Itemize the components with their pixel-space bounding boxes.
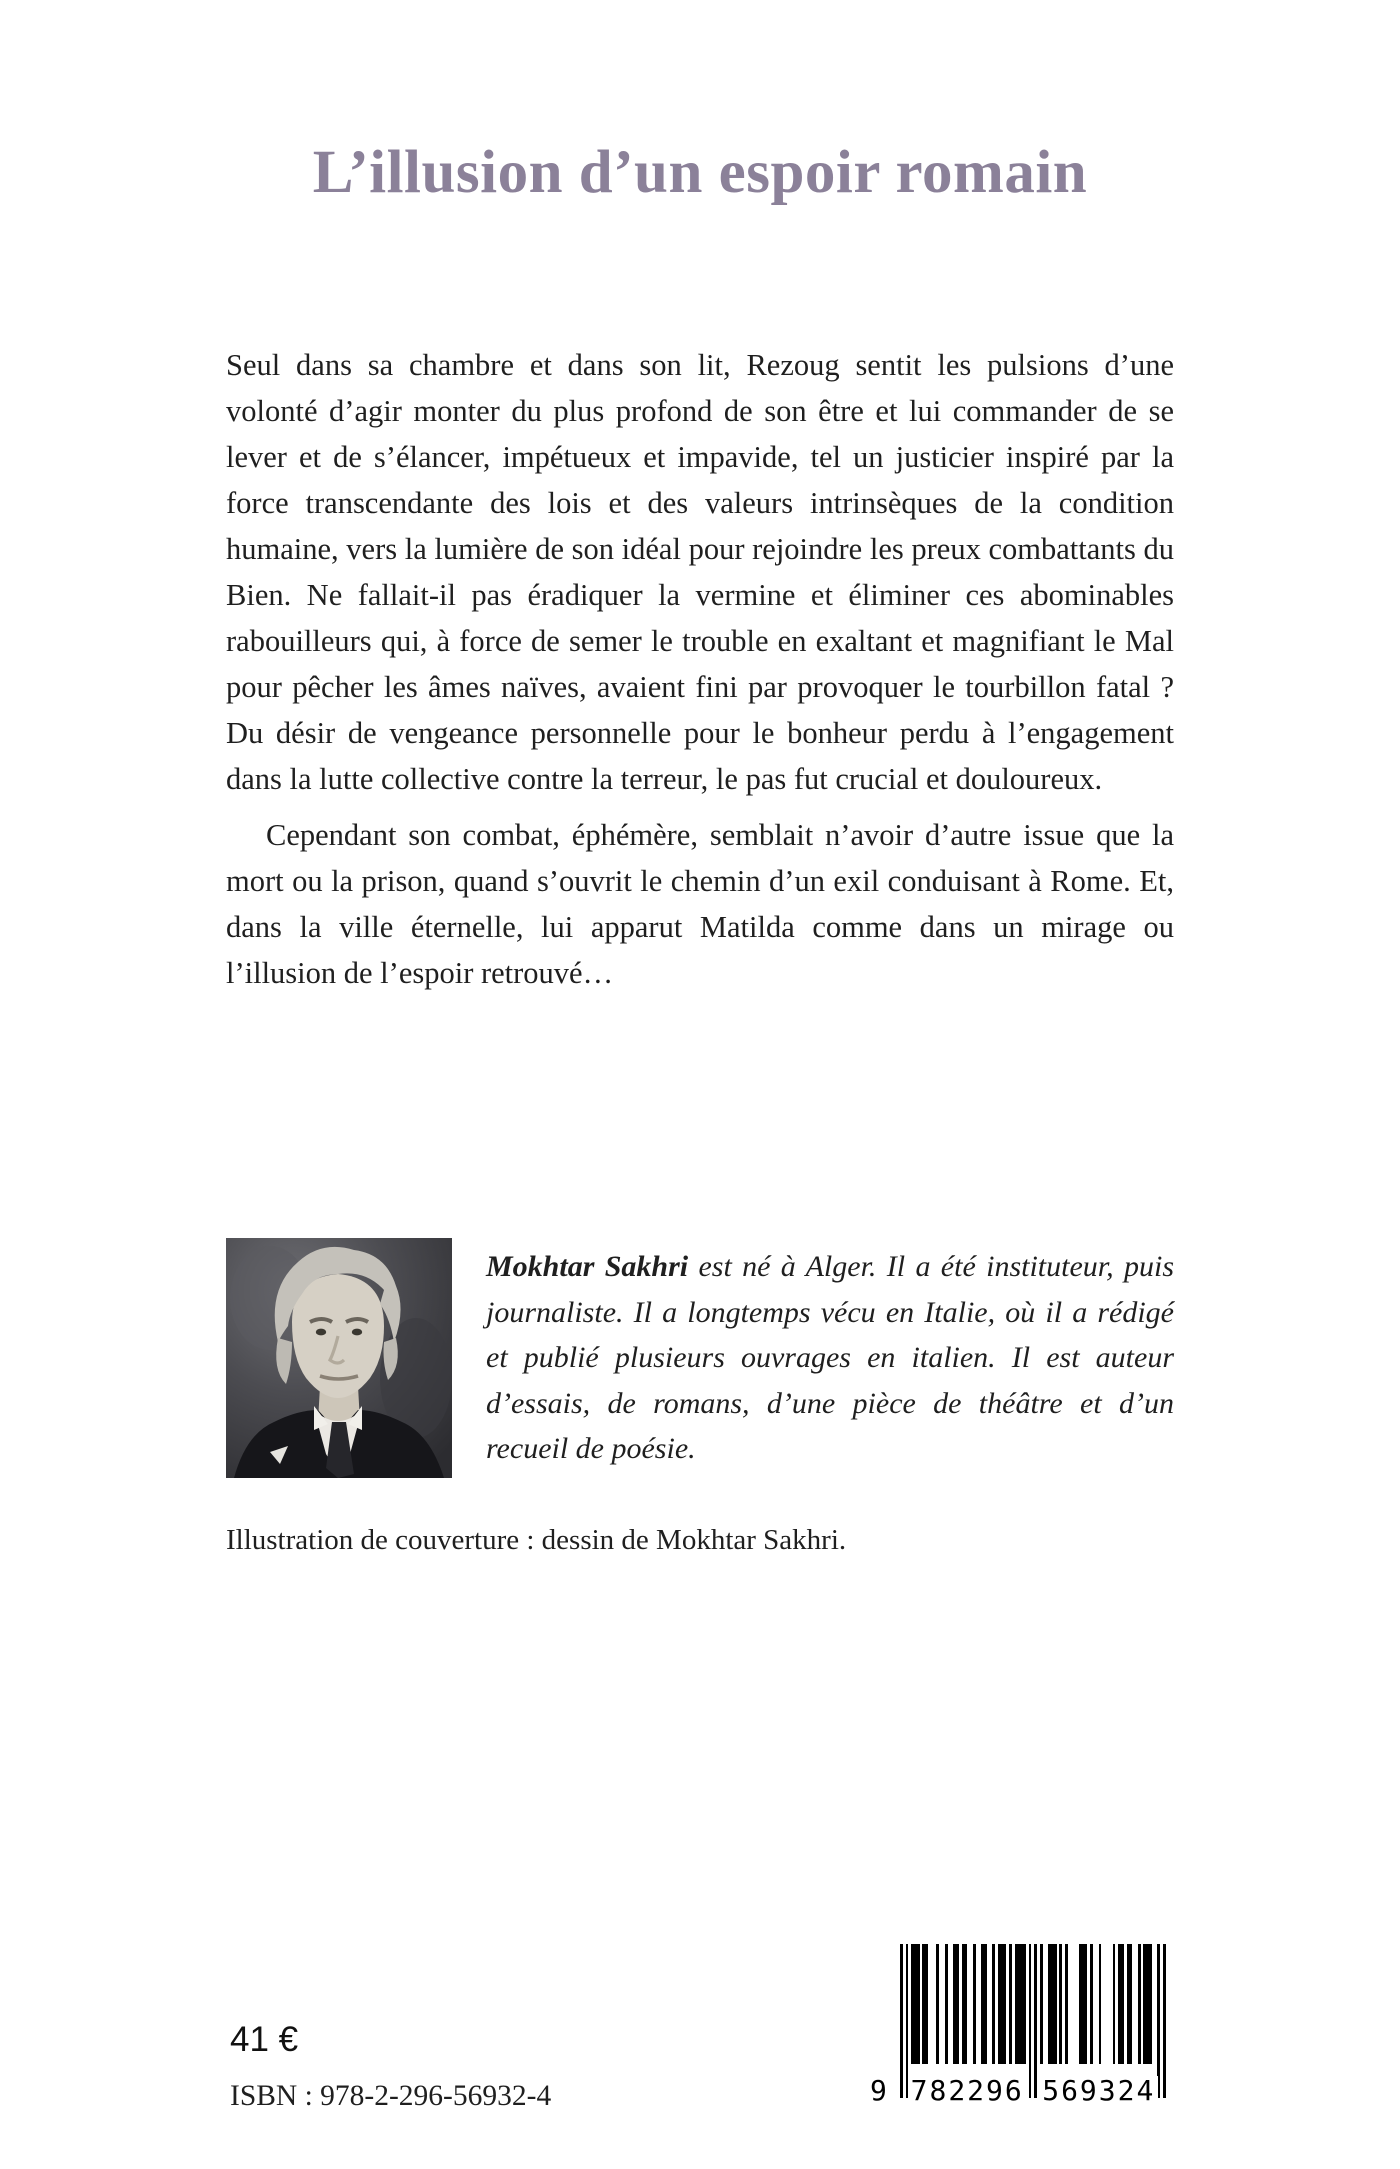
- barcode: [870, 1944, 1166, 2108]
- author-section: [226, 1238, 1174, 1478]
- synopsis-paragraph-2: Cependant son combat, éphémère, semblait n’avoir d’autre issue que la mort ou la prison, quand s’ouvrit le chemin d’un exil conduisant à Rome. Et, dans la ville éternelle, lui apparut Matilda comme dans un mirage ou l’illusion de l’espoir retrouvé…: [226, 818, 1174, 990]
- author-photo: [226, 1238, 452, 1478]
- synopsis-paragraph-1: Seul dans sa chambre et dans son lit, Rezoug sentit les pulsions d’une volonté d’agir monter du plus profond de son être et lui commander de se lever et de s’élancer, impétueux et impavide, tel un justicier inspiré par la force transcendante des lois et des valeurs intrinsèques de la condition humaine, vers la lumière de son idéal pour rejoindre les preux combattants du Bien. Ne fallait-il pas éradiquer la vermine et éliminer ces abominables rabouilleurs qui, à force de semer le trouble en exaltant et magnifiant le Mal pour pêcher les âmes naïves, avaient fini par provoquer le tourbillon fatal ? Du désir de vengeance personnelle pour le bonheur perdu à l’engagement dans la lutte collective contre la terreur, le pas fut crucial et douloureux.: [226, 348, 1174, 796]
- barcode-digits-group2: 569324: [1040, 2076, 1158, 2106]
- price: 41 €: [230, 2020, 299, 2059]
- synopsis: [226, 342, 1174, 996]
- author-name: Mokhtar Sakhri: [486, 1250, 689, 1283]
- barcode-digits-group1: 782296: [908, 2076, 1026, 2106]
- page-title: L’illusion d’un espoir romain: [312, 139, 1088, 206]
- illustration-credit: Illustration de couverture : dessin de Mokhtar Sakhri.: [226, 1524, 847, 1556]
- author-bio: [486, 1238, 1174, 1478]
- author-portrait-illustration: [226, 1238, 452, 1478]
- author-bio-text: est né à Alger. Il a été instituteur, puis journaliste. Il a longtemps vécu en Italie, où il a rédigé et publié plusieurs ouvrages en italien. Il est auteur d’essais, de romans, d’une pièce de théâtre et d’un recueil de poésie.: [486, 1250, 1174, 1465]
- barcode-digit-left: 9: [870, 2074, 887, 2107]
- isbn: ISBN : 978-2-296-56932-4: [230, 2080, 552, 2112]
